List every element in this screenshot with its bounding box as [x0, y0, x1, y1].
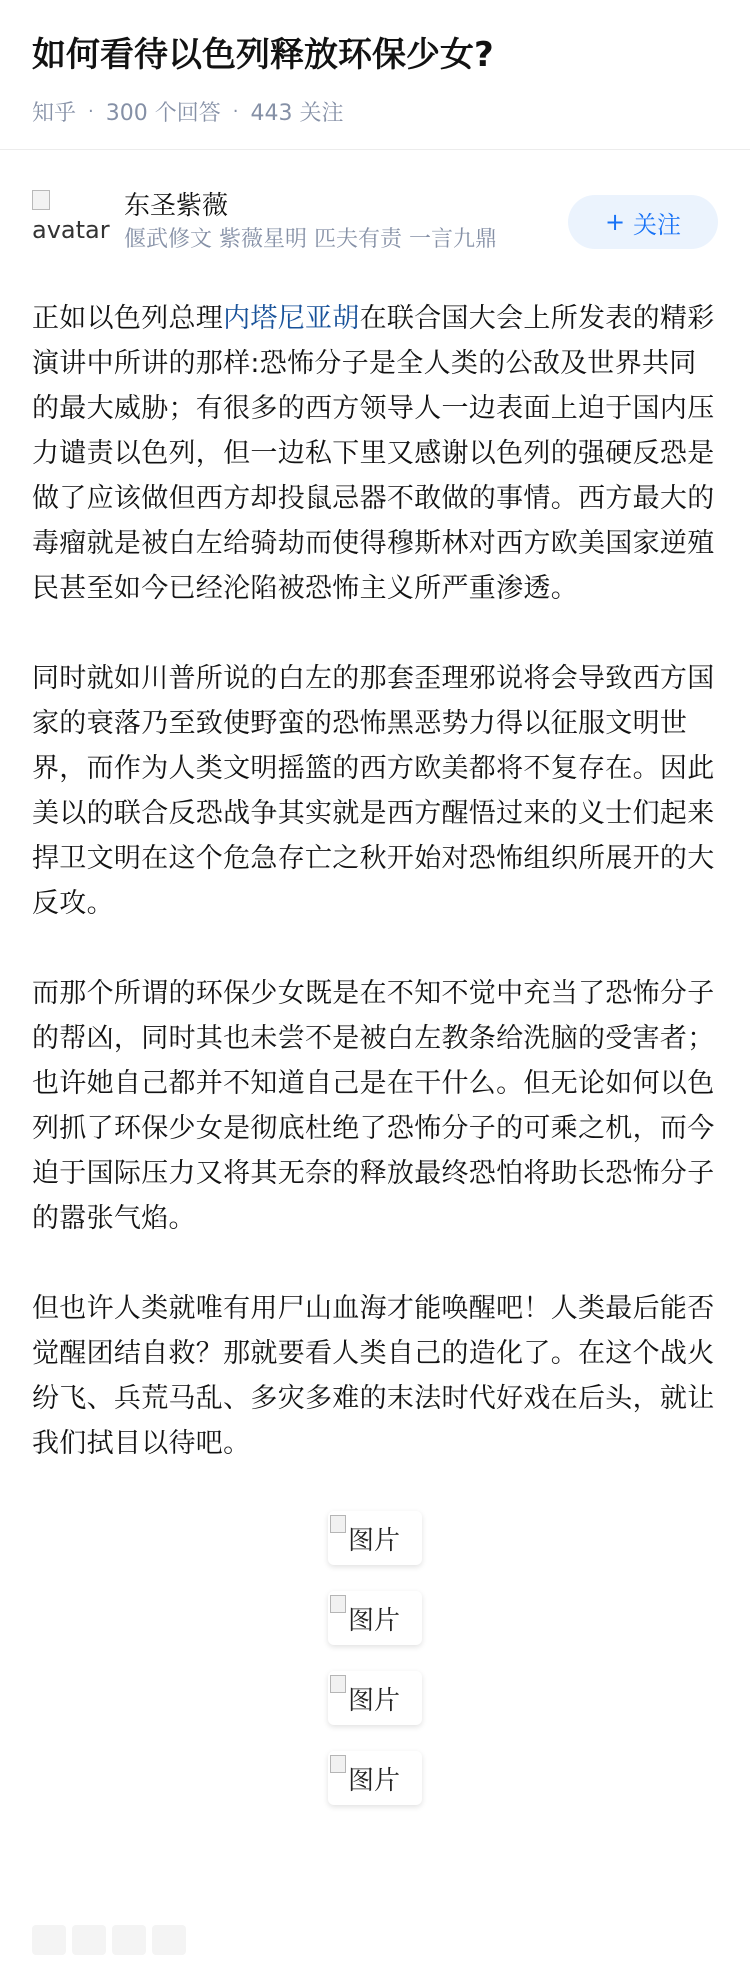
broken-image-icon [330, 1595, 346, 1613]
answer-paragraph-1 [32, 296, 718, 611]
broken-image-icon [330, 1515, 346, 1533]
question-meta [32, 96, 718, 127]
image-placeholder[interactable] [328, 1751, 422, 1805]
watermark-block [112, 1925, 146, 1955]
meta-separator: · [88, 101, 94, 122]
image-alt-text: 图片 [348, 1685, 401, 1716]
image-placeholder[interactable] [328, 1671, 422, 1725]
answer-body [0, 260, 750, 1805]
author-row [0, 150, 750, 260]
plus-icon: + [604, 208, 626, 236]
followers-count[interactable]: 443 关注 [250, 101, 344, 126]
image-alt-text: 图片 [348, 1525, 401, 1556]
broken-image-icon [32, 190, 50, 210]
author-name[interactable]: 东圣紫薇 [124, 191, 229, 221]
inline-link[interactable]: 内塔尼亚胡 [223, 303, 360, 334]
image-placeholder[interactable] [328, 1511, 422, 1565]
question-header [0, 0, 750, 150]
paragraph-text: 正如以色列总理 [32, 303, 224, 334]
image-alt-text: 图片 [348, 1605, 401, 1636]
follow-button[interactable] [568, 195, 718, 249]
watermark-block [72, 1925, 106, 1955]
paragraph-text: 在联合国大会上所发表的精彩演讲中所讲的那样:恐怖分子是全人类的公敌及世界共同的最大威胁；有很多的西方领导人一边表面上迫于国内压力谴责以色列，但一边私下里又感谢以色列的强硬反恐是做了应该做但西方却投鼠忌器不敢做的事情。西方最大的毒瘤就是被白左给骑劫而使得穆斯林对西方欧美国家逆殖民甚至如今已经沦陷被恐怖主义所严重渗透。 [32, 303, 715, 604]
broken-image-icon [330, 1675, 346, 1693]
meta-separator: · [232, 101, 239, 122]
watermark-block [152, 1925, 186, 1955]
source-label[interactable]: 知乎 [32, 101, 77, 126]
answer-paragraph-2: 同时就如川普所说的白左的那套歪理邪说将会导致西方国家的衰落乃至致使野蛮的恐怖黑恶势力得以征服文明世界，而作为人类文明摇篮的西方欧美都将不复存在。因此美以的联合反恐战争其实就是西方醒悟过来的义士们起来捍卫文明在这个危急存亡之秋开始对恐怖组织所展开的大反攻。 [32, 663, 715, 919]
image-list [32, 1511, 718, 1805]
author-bio: 偃武修文 紫薇星明 匹夫有责 一言九鼎 [124, 227, 497, 252]
answer-paragraph-4: 但也许人类就唯有用尸山血海才能唤醒吧！人类最后能否觉醒团结自救？那就要看人类自己的造化了。在这个战火纷飞、兵荒马乱、多灾多难的末法时代好戏在后头，就让我们拭目以待吧。 [32, 1293, 715, 1459]
watermark-block [32, 1925, 66, 1955]
answer-paragraph-3: 而那个所谓的环保少女既是在不知不觉中充当了恐怖分子的帮凶，同时其也未尝不是被白左教条给洗脑的受害者；也许她自己都并不知道自己是在干什么。但无论如何以色列抓了环保少女是彻底杜绝了恐怖分子的可乘之机，而今迫于国际压力又将其无奈的释放最终恐怕将助长恐怖分子的嚣张气焰。 [32, 978, 715, 1234]
avatar-alt-text: avatar [32, 216, 110, 244]
broken-image-icon [330, 1755, 346, 1773]
faded-watermark [32, 1925, 186, 1955]
author-info [124, 188, 568, 256]
follow-label: 关注 [633, 210, 682, 239]
avatar[interactable] [32, 190, 110, 254]
image-placeholder[interactable] [328, 1591, 422, 1645]
answers-count[interactable]: 300 个回答 [105, 101, 221, 126]
image-alt-text: 图片 [348, 1765, 401, 1796]
question-title[interactable]: 如何看待以色列释放环保少女? [32, 35, 494, 75]
